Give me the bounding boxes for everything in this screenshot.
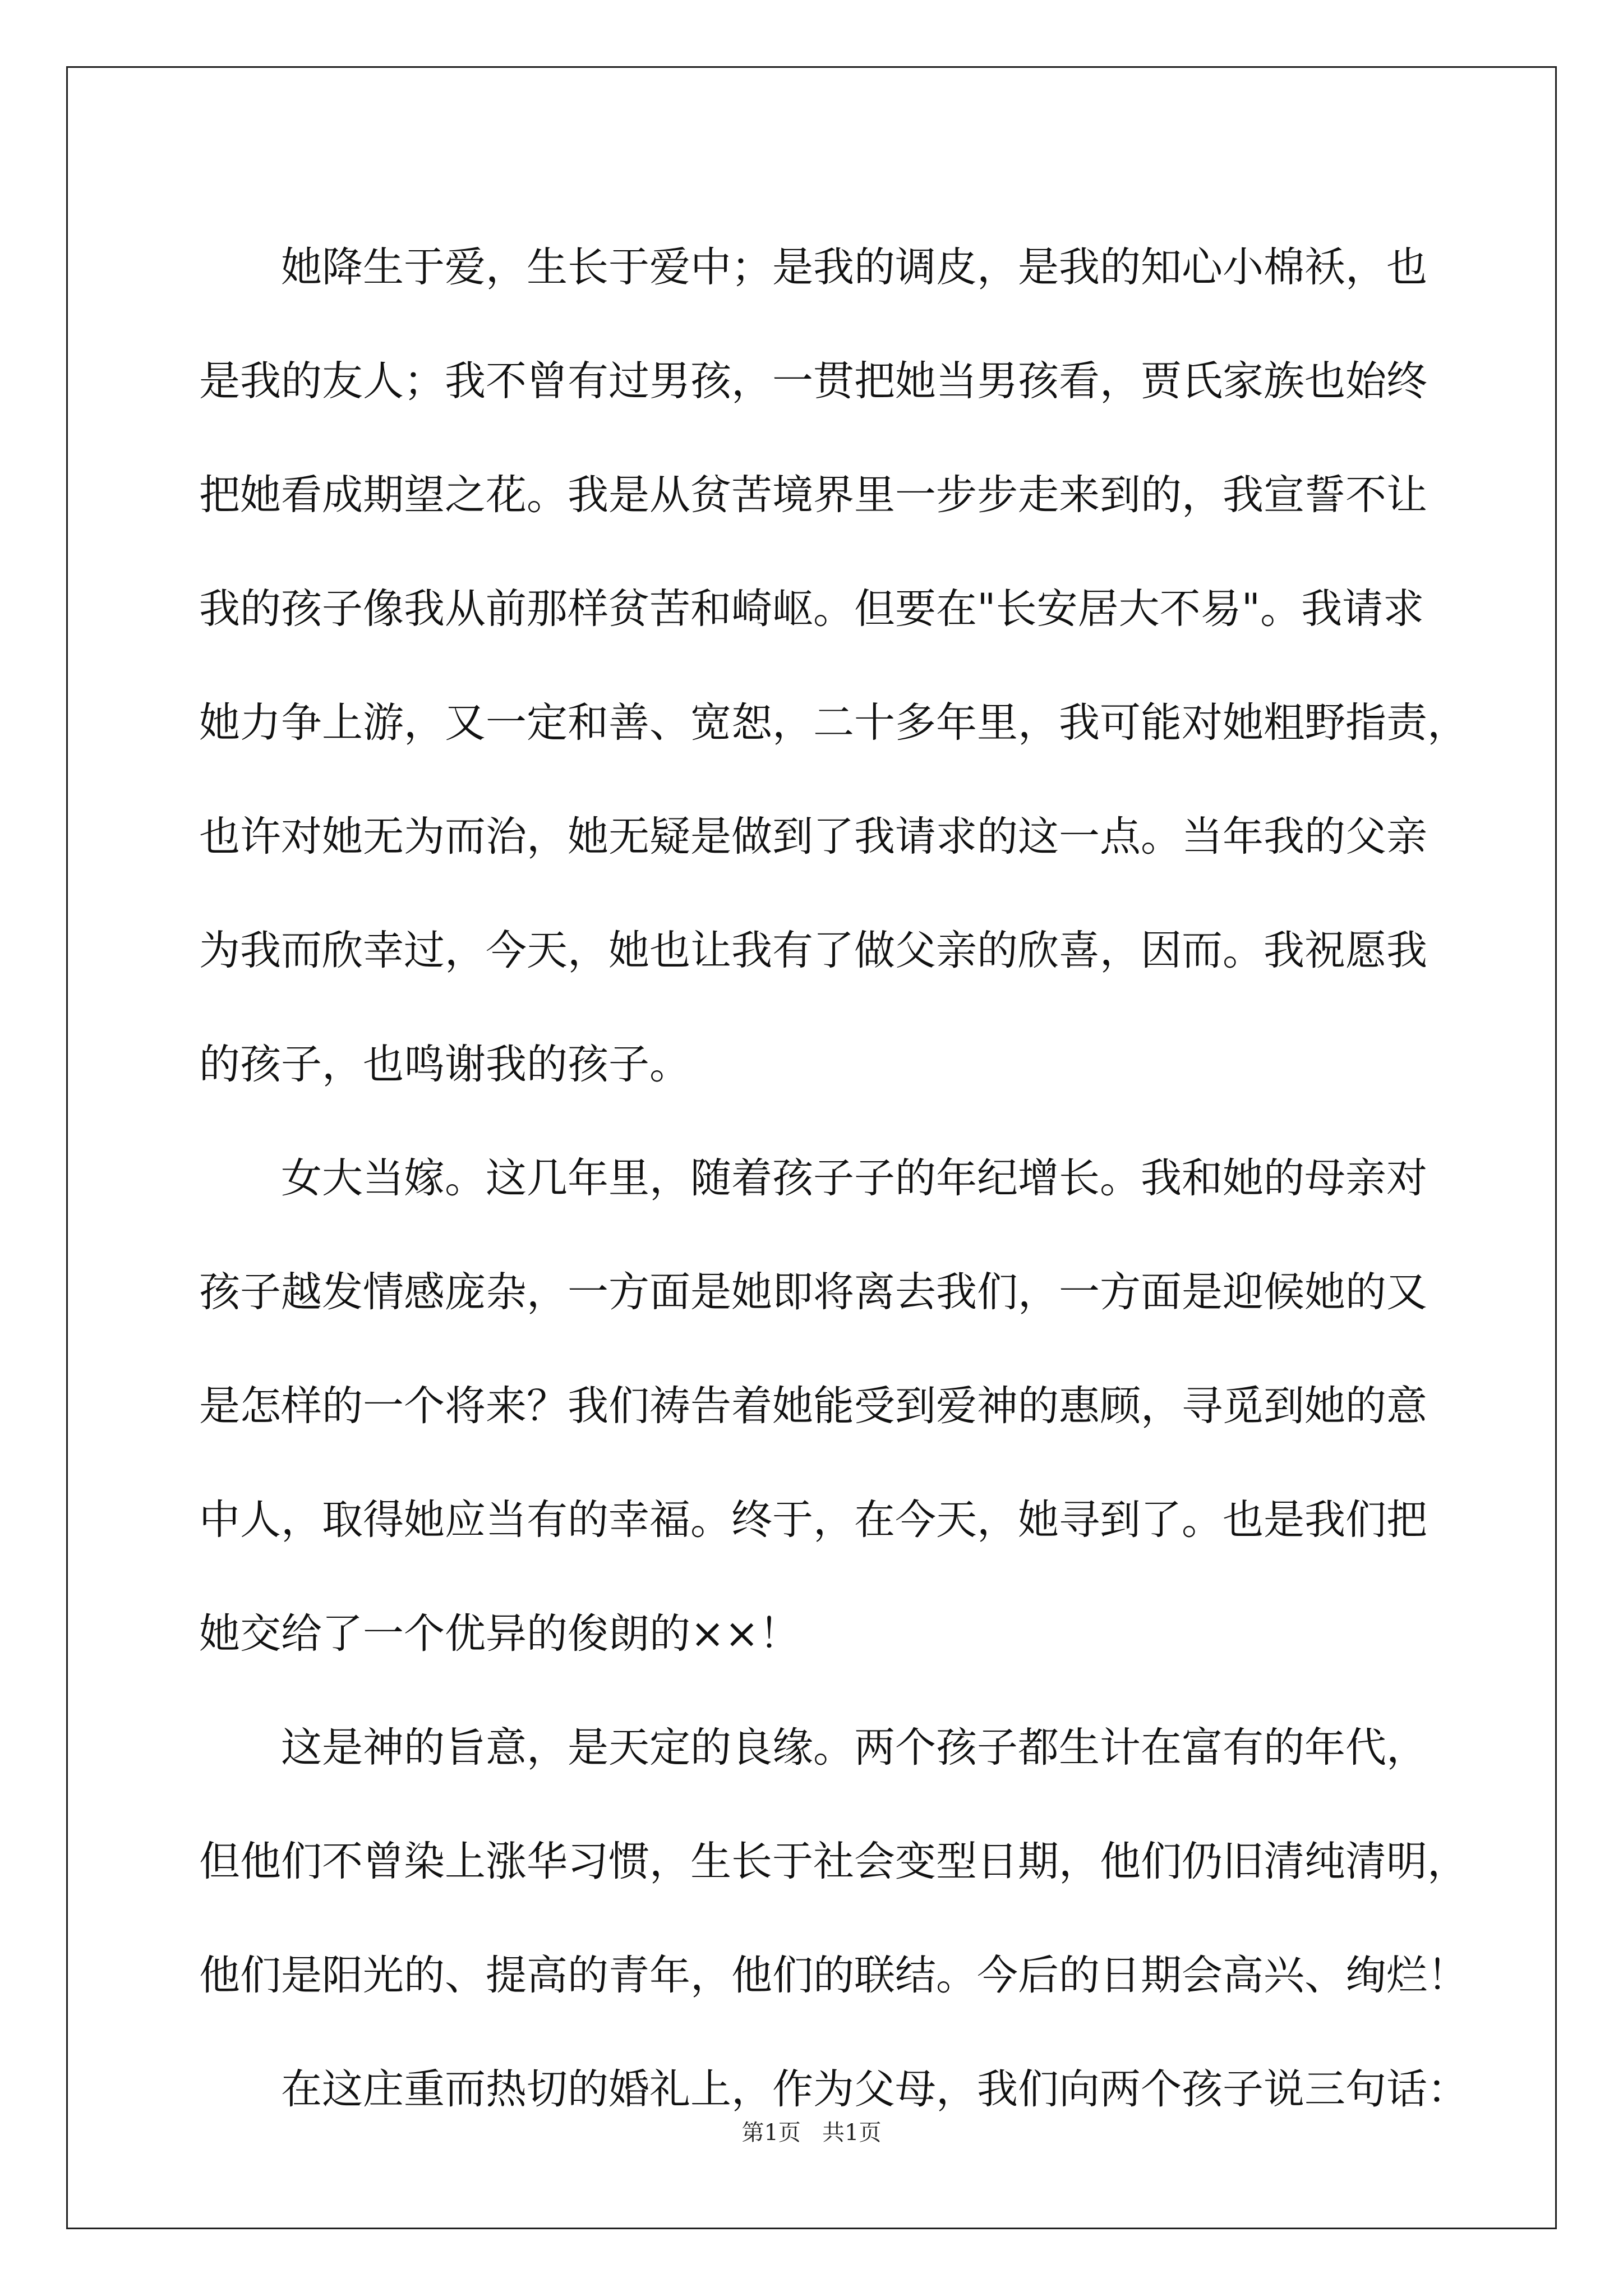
- paragraph-2-line-4: 中人，取得她应当有的幸福。终于，在今天，她寻到了。也是我们把: [199, 1496, 1427, 1544]
- paragraph-1-line-3: 把她看成期望之花。我是从贫苦境界里一步步走来到的，我宣誓不让: [199, 471, 1427, 519]
- paragraph-1-line-7: 为我而欣幸过，今天，她也让我有了做父亲的欣喜，因而。我祝愿我: [199, 927, 1427, 974]
- document-body: [199, 210, 1468, 2146]
- page-number-footer: 第1页 共1页: [741, 2120, 882, 2146]
- paragraph-1-line-5: 她力争上游，又一定和善、宽恕，二十多年里，我可能对她粗野指责，: [199, 699, 1468, 747]
- paragraph-2-line-3: 是怎样的一个将来？我们祷告着她能受到爱神的惠顾，寻觅到她的意: [199, 1382, 1427, 1430]
- paragraph-3-line-2: 但他们不曾染上涨华习惯，生长于社会变型日期，他们仍旧清纯清明，: [199, 1838, 1468, 1885]
- paragraph-2-line-2: 孩子越发情感庞杂，一方面是她即将离去我们，一方面是迎候她的又: [199, 1268, 1427, 1316]
- paragraph-4-line-1: 在这庄重而热切的婚礼上，作为父母，我们向两个孩子说三句话：: [281, 2065, 1468, 2113]
- paragraph-1-line-1: 她降生于爱，生长于爱中；是我的调皮，是我的知心小棉袄，也: [281, 243, 1427, 291]
- paragraph-1-line-4: 我的孩子像我从前那样贫苦和崎岖。但要在"长安居大不易"。我请求: [199, 585, 1424, 633]
- paragraph-2-line-5: 她交给了一个优异的俊朗的××！: [199, 1610, 800, 1658]
- paragraph-3-line-3: 他们是阳光的、提高的青年，他们的联结。今后的日期会高兴、绚烂！: [199, 1952, 1468, 1999]
- paragraph-2-line-1: 女大当嫁。这几年里，随着孩子子的年纪增长。我和她的母亲对: [281, 1154, 1427, 1202]
- paragraph-1-line-6: 也许对她无为而治，她无疑是做到了我请求的这一点。当年我的父亲: [199, 813, 1427, 861]
- paragraph-3-line-1: 这是神的旨意，是天定的良缘。两个孩子都生计在富有的年代，: [281, 1724, 1427, 1772]
- paragraph-1-line-8: 的孩子，也鸣谢我的孩子。: [199, 1041, 690, 1088]
- paragraph-1-line-2: 是我的友人；我不曾有过男孩，一贯把她当男孩看，贾氏家族也始终: [199, 357, 1427, 405]
